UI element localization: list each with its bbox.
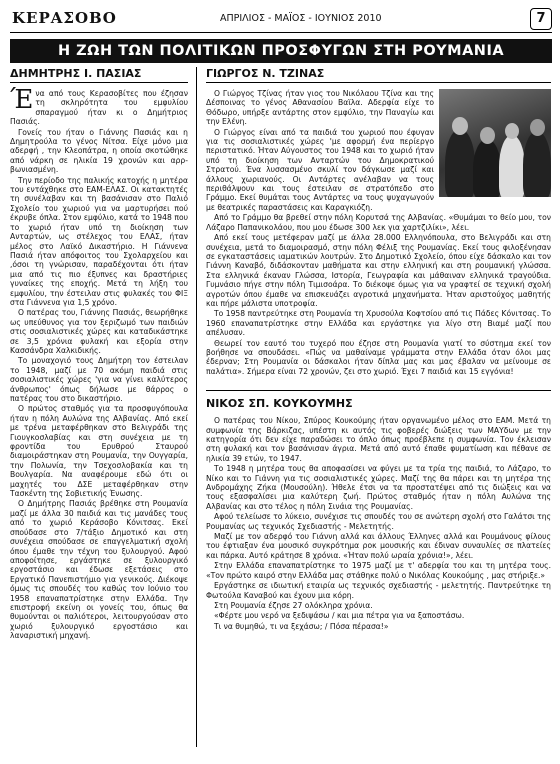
paragraph: Ο Δημήτρης Πασιάς βρέθηκε στη Ρουμανία μαζί με άλλα 30 παιδιά και τις μανάδες τους από το χωριό Κεράσοβο Κόνιτσας. Εκεί σπούδασε στο 7/τάξιο Δημοτικό και στη συνέχεια σπούδασε σε επαγγελματική σχολή όπου έμαθε την τέχνη του ξυλουργού. Αφού αποφοίτησε, εργάστηκε σε ξυλουργικό εργοστάσιο και έδωσε εξετάσεις στο Εργατικό Πανεπιστήμιο για γενικούς. Διέκοψε όμως τις σπουδές του καθώς τον Ιούνιο του 1958 επαναπατρίστηκε στην Ελλάδα. Την επιστροφή εκείνη οι γονείς του, όπως θα θυμούνται οι παλιότεροι, λειτουργούσαν στο χωριό ξυλουργικό εργοστάσιο και λαναριστική μηχανή. (10, 499, 188, 641)
headline-banner: Η ΖΩΗ ΤΩΝ ΠΟΛΙΤΙΚΩΝ ΠΡΟΣΦΥΓΩΝ ΣΤΗ ΡΟΥΜΑΝΙΑ (10, 39, 552, 63)
paragraph: Ο πατέρας του, Γιάννης Πασιάς, θεωρήθηκε ως υπεύθυνος για τον ξεριζωμό των παιδιών στις σοσιαλιστικές χώρες και καταδικάστηκε σε 3,5 χρόνια φυλακή και εξορία στην Κασσάνδρα Χαλκιδικής. (10, 308, 188, 355)
family-photo (439, 89, 551, 197)
poem-line: Τι να θυμηθώ, τι να ξεχάσω; / Πόσα πέρασα!» (214, 621, 389, 631)
article-koukoumis-body (206, 416, 551, 631)
paragraph: Ο πατέρας του Νίκου, Σπύρος Κουκούμης ήταν οργανωμένο μέλος στο ΕΑΜ. Μετά τη συμφωνία της Βάρκιζας, υπέστη κι αυτός τις φοβερές διώξεις των ΜΑΥδων με την κατηγορία ότι δεν είχε παραδώσει το όπλο όπως προέβλεπε η συμφωνία. Τον έκλεισαν στη φυλακή και τον βασάνισαν άγρια. Μετά από αυτό έπαθε φυματίωση και πέθανε σε ηλικία 39 ετών, το 1947. (206, 416, 551, 463)
paragraph: Το 1958 παντρεύτηκε στη Ρουμανία τη Χρυσούλα Κοφτσίου από τις Πάδες Κόνιτσας. Το 1960 επαναπατρίστηκε στην Ελλάδα και εργάστηκε για λίγο στη Βιαμέ μαζί που απέλυσαν. (206, 309, 551, 338)
drop-cap: Έ (10, 85, 34, 115)
page-number: 7 (530, 8, 552, 30)
paragraph: Ο Γιώργος είναι από τα παιδιά του χωριού που έφυγαν για τις σοσιαλιστικές χώρες 'με αφορμή ένα περίεργο περιστατικό. Ήταν Αύγουστος του 1948 και το χωριό ήταν υπό τη διοίκηση των Ανταρτών του Δημοκρατικού Στρατού. Ένα λυσσασμένο σκυλί τον δάγκωσε μαζί και άλλους χωριανούς. Οι Αντάρτες ανέλαβαν να τους περιθάλψουν και τους έστειλαν σε στρατόπεδο στο Γράμμο. Εκεί θυμάται τους Αντάρτες να τους ψυχαγωγούν με θεατρικές παραστάσεις και Καραγκιόζη. (206, 127, 434, 212)
byline-koukoumis: ΝΙΚΟΣ ΣΠ. ΚΟΥΚΟΥΜΗΣ (206, 390, 551, 410)
paragraph: Ο πρώτος σταθμός για τα προσφυγόπουλα ήταν η πόλη Αυλώνα της Αλβανίας. Από εκεί με τρένα μεταφέρθηκαν στο Βελιγράδι της Γιουγκοσλαβίας και στη συνέχεια με τη φροντίδα του Ερυθρού Σταυρού διαμοιράστηκαν στη Ρουμανία, την Ουγγαρία, την Πολωνία, την Τσεχοσλοβακία και τη Βουλγαρία. Να αναφέρουμε εδώ ότι οι μαχητές του ΔΣΕ μεταφέρθηκαν στην Τασκέντη της Σοβιετικής Ένωσης. (10, 404, 188, 499)
paragraph: Από το Γράμμο θα βρεθεί στην πόλη Κορυτσά της Αλβανίας. «Θυμάμαι το θείο μου, τον Λάζαρο Παπανικολάου, που μου έδωσε 300 λεκ για χαρτζιλίκι», λέει. (206, 213, 551, 232)
column-divider (196, 67, 197, 747)
newspaper-name: ΚΕΡΑΣΟΒΟ (12, 9, 117, 27)
article-pasias-body (10, 85, 188, 641)
paragraph: Την περίοδο της παλικής κατοχής η μητέρα του εντάχθηκε στο ΕΑΜ-ΕΛΑΣ. Οι κατακτητές τη συνέλαβαν και τη βασάνισαν στο Παλιό Σχολείο του χωριού για να μαρτυρήσει πού έκρυβε όπλα. Στον εμφύλιο, κατά το 1948 που το χωριό ήταν υπό τη διοίκηση των Ανταρτών, ως στέλεχος του ΕΛΑΣ, ήταν μέλος στο Λαϊκό Δικαστήριο. Η Γιάννενα Πασιά ήταν απόφοιτος του Σχολαρχείου και ,όσοι τη γνώρισαν, παραδέχονται ότι ήταν μια από τις πιο έξυπνες και δραστήριες γυναίκες της εποχής. Μετά τη λήξη του εμφυλίου, την έστειλαν στις φυλακές του ΦΙΞ στα Γιάννενα για 1,5 χρόνο. (10, 175, 188, 307)
paragraph: Θεωρεί τον εαυτό του τυχερό που έζησε στη Ρουμανία γιατί το σύστημα εκεί τον βοήθησε να σπουδάσει. «Πώς να μαθαίναμε γράμματα στην Ελλάδα όταν όλοι μας έδερναν; Στη Ρουμανία οι δάσκαλοι ήταν δίπλα μας και μας έβαλαν να μείνουμε σε παλάτια». Σήμερα είναι 72 χρονών, ζει στο χωριό. Έχει 7 παιδιά και 15 εγγόνια! (206, 338, 551, 376)
article-pasias (10, 67, 188, 642)
paragraph: Το 1948 η μητέρα τους θα αποφασίσει να φύγει με τα τρία της παιδιά, το Λάζαρο, το Νίκο και το Γιάννη για τις σοσιαλιστικές χώρες. Μαζί της θα πάρει και τη μητέρα της Ανδρομάχης Ζήκα (Μουσούλη). Ήθελε έτσι να τα προστατέψει από τις διώξεις και να τους εξασφαλίσει μια καλύτερη ζωή. Πρώτος σταθμός ήταν η πόλη Αυλώνα της Αλβανίας και στο τέλος η πόλη Σινάια της Ρουμανίας. (206, 464, 551, 511)
paragraph: Εργάστηκε σε ιδιωτική εταιρία ως τεχνικός σχεδιαστής - μελετητής. Παντρεύτηκε τη Φωτούλα Καναβού και έχουν μια κόρη. (206, 581, 551, 600)
issue-date: ΑΠΡΙΛΙΟΣ - ΜΑΪΟΣ - ΙΟΥΝΙΟΣ 2010 (220, 13, 382, 24)
paragraph: Στη Ρουμανία έζησε 27 ολόκληρα χρόνια. (214, 600, 373, 610)
paragraph: Ο Γιώργος Τζίνας ήταν γιος του Νικόλαου Τζίνα και της Δέσποινας το γένος Αθανασίου Βαϊλα. Αδερφία είχε το Θόδωρο, υπήρξε αντάρτης στον εμφύλιο, την Παναγίω και την Ελένη. (206, 89, 434, 127)
article-tzinas-body (206, 89, 551, 376)
paragraph: Από εκεί τους μετέφεραν μαζί με άλλα 28.000 Ελληνόπουλα, στο Βελιγράδι και στη συνέχεια, μετά το διαμοιρασμό, στην πόλη Φέλιξ της Ρουμανίας. Εκεί τους φιλοξένησαν σε εγκαταστάσεις ιαματικών λουτρών. Στο Δημοτικό Σχολείο, όπου είχε δάσκαλο και τον Γιάννη Καναβό, διδάσκονταν μαθήματα και στην ελληνική και στη ρουμανική γλώσσα. Στα ελληνικά έκαναν Γλώσσα, Ιστορία, Γεωγραφία και μάθαιναν ελληνικά τραγούδια. Γυμνάσιο πήγε στην πόλη Τιμισοάρα. Το διέκοψε όμως για να γραφτεί σε τεχνική σχολή αγροτών όπου έμαθε να επισκευάζει αγροτικά μηχανήματα. Ήταν αριστούχος μαθητής και πήρε μάλιστα υποτροφία. (206, 233, 551, 308)
paragraph (10, 85, 188, 127)
paragraph: Αφού τελείωσε το λύκειο, συνέχισε τις σπουδές του σε ανώτερη σχολή στο Γαλάτσι της Ρουμανίας ως τεχνικός Σχεδιαστής - Μελετητής. (206, 512, 551, 531)
page-header (10, 6, 552, 33)
paragraph-text: να από τους Κερασοβίτες που έζησαν τη σκληρότητα του εμφυλίου σπαραγμού ήταν κι ο Δημήτριος Πασιάς. (10, 89, 188, 127)
paragraph: Γονείς του ήταν ο Γιάννης Πασιάς και η Δημητρούλα το γένος Νίτσα. Είχε μόνο μια αδερφή , την Κλεοπάτρα, η οποία σκοτώθηκε από νάρκη σε ηλικία 19 χρονών και αρρ- βωνιασμένη. (10, 127, 188, 175)
article-column-right (206, 67, 551, 632)
byline-tzinas: ΓΙΩΡΓΟΣ Ν. ΤΖΙΝΑΣ (206, 67, 551, 83)
paragraph: Μαζί με τον αδερφό του Γιάννη αλλά και άλλους Έλληνες αλλά και Ρουμάνους φίλους του έφτιαξαν ένα μουσικό συγκρότημα ροκ μουσικής και έδιναν συναυλίες σε πλατείες και πάρκα. Αυτό κράτησε 8 χρόνια. «Ήταν πολύ ωραία χρόνια!», λέει. (206, 532, 551, 560)
byline-pasias: ΔΗΜΗΤΡΗΣ Ι. ΠΑΣΙΑΣ (10, 67, 188, 83)
paragraph: Το μοναχογιό τους Δημήτρη τον έστειλαν το 1948, μαζί με 70 ακόμη παιδιά στις σοσιαλιστικές χώρες 'για να γίνει καλύτερος άνθρωπος' όπως δήλωσε με θάρρος ο πατέρας του στο δικαστήριο. (10, 356, 188, 403)
poem-line: «Φέρτε μου νερό να ξεδιψάσω / και μια πέτρα για να ξαποστάσω. (214, 611, 465, 621)
paragraph: Στην Ελλάδα επαναπατρίστηκε το 1975 μαζί με τ' αδερφία του και τη μητέρα τους. «Τον πρώτο καιρό στην Ελλάδα μας στάθηκε πολύ ο Νικόλας Κουκούμης , μας στήριξε.» (206, 561, 551, 580)
